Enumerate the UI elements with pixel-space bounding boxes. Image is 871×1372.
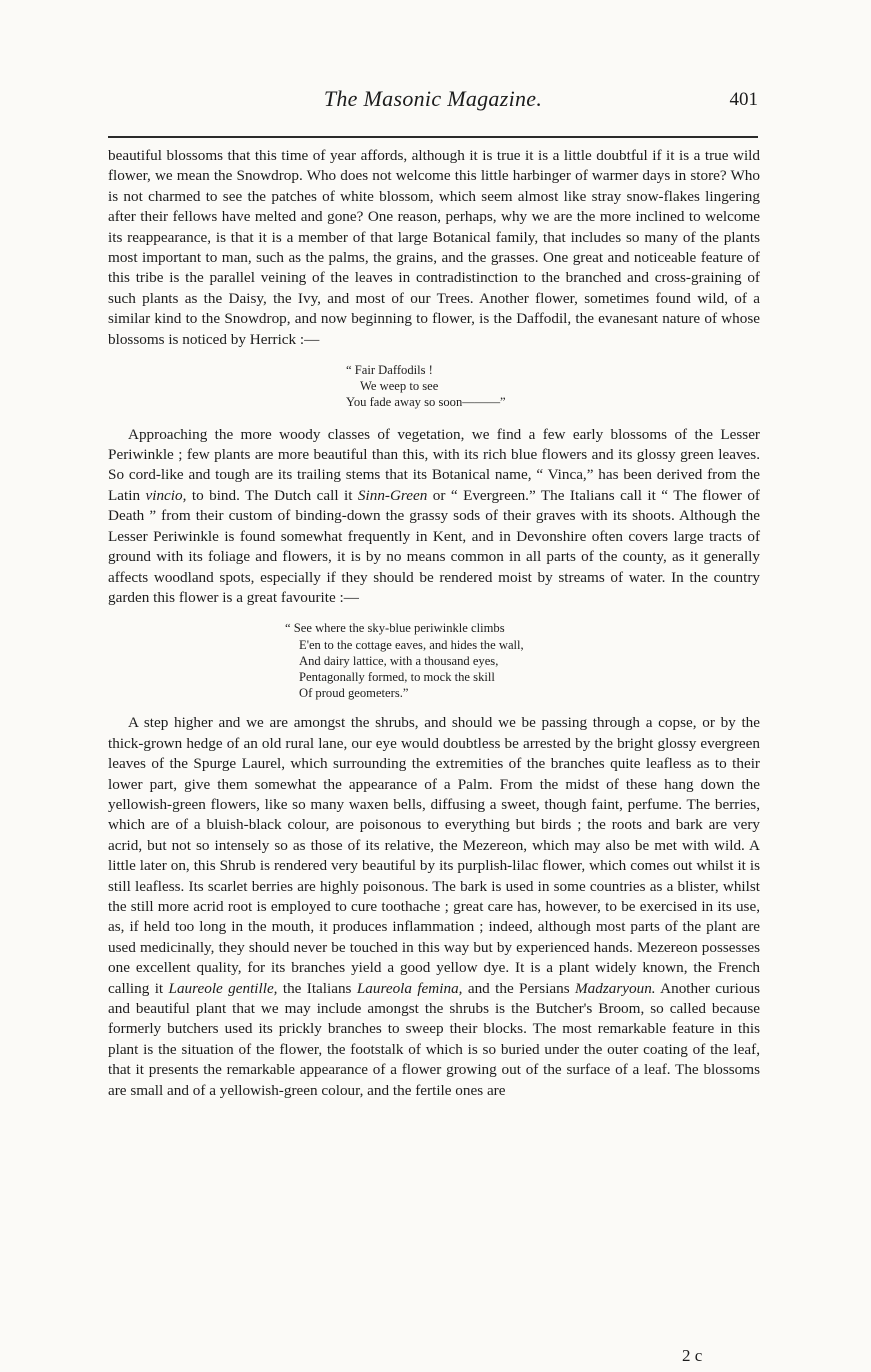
article-body [108, 146, 760, 1101]
verse-line: Pentagonally formed, to mock the skill [299, 669, 495, 684]
paragraph-text: Another curious and beautiful plant that we may include amongst the shrubs is the Butcher's Broom, so called because formerly butchers used its prickly branches to sweep their blocks. The most remarkable feature in this plant is the situation of the flower, the footstalk of which is so buried under the outer coating of the leaf, that it presents the remarkable appearance of a flower growing out of the surface of a leaf. The blossoms are small and of a yellowish-green colour, and the fertile ones are [108, 979, 760, 1099]
paragraph-shrubs [108, 713, 760, 1101]
verse-line: “ See where the sky-blue periwinkle climbs [285, 621, 505, 636]
paragraph-text: beautiful blossoms that this time of year affords, although it is true it is a little doubtful if it is a true wild flower, we mean the Snowdrop. Who does not welcome this little harbinger of warmer days in store? Who is not charmed to see the patches of white blossom, which seem almost like stray snow-flakes lingering after their fellows have melted and gone? One reason, perhaps, why we are the more inclined to welcome its reappearance, is that it is a member of that large Botanical family, that includes so many of the plants most important to man, such as the palms, the grains, and the grasses. One great and noticeable feature of this tribe is the parallel veining of the leaves in contradistinction to the branched and cross-graining of such plants as the Daisy, the Ivy, and most of our Trees. Another flower, sometimes found wild, of a similar kind to the Snowdrop, and now beginning to flower, is the Daffodil, the evanesant nature of whose blossoms is noticed by Herrick :— [108, 147, 760, 348]
paragraph-text: or “ Evergreen.” The Italians call it “ The flower of Death ” from their custom of binding-down the grassy sods of their graves with its shoots. Although the Lesser Periwinkle is found somewhat frequently in Kent, and in Devonshire often covers large tracts of ground with its foliage and flowers, it is by no means common in all parts of the county, as it generally affects woodland spots, especially if they should be rendered moist by streams of water. In the country garden this flower is a great favourite :— [108, 486, 760, 606]
dutch-name: Sinn-Green [357, 486, 428, 504]
running-title: The Masonic Magazine. [323, 86, 543, 111]
page-header [108, 86, 758, 118]
paragraph-text: the Italians [277, 979, 357, 997]
italian-name: Laureola femina, [356, 979, 463, 997]
persian-name: Madzaryoun. [575, 979, 656, 997]
paragraph-periwinkle [108, 425, 760, 609]
header-rule [108, 136, 758, 138]
french-name: Laureole gentille, [168, 979, 278, 997]
verse-line: “ Fair Daffodils ! [346, 363, 433, 378]
latin-word: vincio, [145, 486, 187, 504]
verse-line: E'en to the cottage eaves, and hides the wall, [299, 637, 524, 652]
page-number: 401 [729, 89, 758, 110]
verse-line: We weep to see [360, 379, 439, 394]
verse-line: You fade away so soon———” [346, 395, 506, 410]
verse-line: And dairy lattice, with a thousand eyes, [299, 653, 499, 668]
paragraph-text: and the Persians [462, 979, 576, 997]
verse-line: Of proud geometers.” [299, 686, 409, 701]
paragraph-text: to bind. The Dutch call it [186, 486, 358, 504]
paragraph-snowdrop [108, 146, 760, 350]
paragraph-text: Approaching the more woody classes of vegetation, we find a few early blossoms of the Lesser Periwinkle ; few plants are more beautiful than this, with its rich blue flowers and its glossy green leaves. So cord-like and tough are its trailing stems that its Botanical name, “ Vinca,” has been derived from the Latin [108, 425, 760, 504]
signature-mark: 2 c [682, 1346, 703, 1365]
verse-herrick [108, 362, 760, 411]
paragraph-text: A step higher and we are amongst the shrubs, and should we be passing through a copse, or by the thick-grown hedge of an old rural lane, our eye would doubtless be arrested by the bright glossy evergreen leaves of the Spurge Laurel, which surrounding the extremities of the branches quite leafless as to their lower part, give them somewhat the appearance of a Palm. From the midst of these hang down the yellowish-green flowers, like so many waxen bells, diffusing a sweet, though faint, perfume. The berries, which are of a bluish-black colour, are poisonous to everything but birds ; the roots and bark are very acrid, but not so intensely so as those of its relative, the Mezereon, which may also be met with wild. A little later on, this Shrub is rendered very beautiful by its purplish-lilac flower, which comes out whilst it is still leafless. Its scarlet berries are highly poisonous. The bark is used in some countries as a blister, whilst the still more acrid root is employed to cure toothache ; great care has, however, to be exercised in its use, as, if held too long in the mouth, it produces inflammation ; indeed, although most parts of the plant are used medicinally, they should never be touched in this way but by experienced hands. Mezereon possesses one excellent quality, for its branches yield a good yellow dye. It is a plant widely known, the French calling it [108, 714, 760, 997]
verse-periwinkle [108, 620, 760, 701]
